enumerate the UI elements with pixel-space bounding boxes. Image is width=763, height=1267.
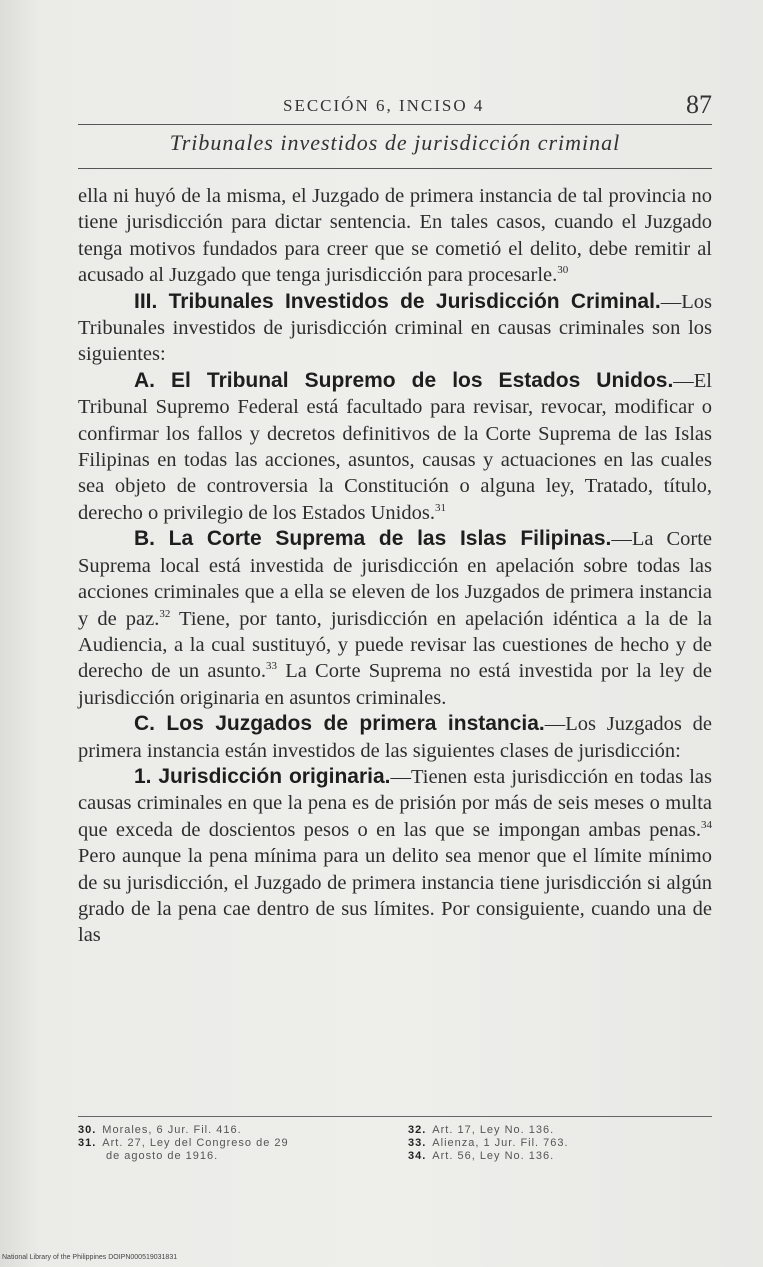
footnote-ref-34: 34: [701, 818, 712, 831]
footnote-ref-32: 32: [159, 607, 171, 620]
header-rule-top: [78, 124, 712, 125]
footnote-30: 30. Morales, 6 Jur. Fil. 416.: [78, 1124, 242, 1136]
section-b: B. La Corte Suprema de las Islas Filipinas.—La Corte Suprema local está investida de jurisdicción en apelación sobre todas las acciones criminales que a ella se eleven de los Juzgados de primera instancia y de paz.$^{32}$ Tiene, por tanto, jurisdicción en apelación idéntica a la de la Audiencia, a la cual sustituyó, y puede revisar las cuestiones de hecho y de derecho de un asunto.$^{33}$ La Corte Suprema no está investida por la ley de jurisdicción originaria en asuntos criminales.: [78, 527, 713, 709]
footnotes-left-column: [78, 1124, 378, 1163]
footnote-ref-31: 31: [434, 501, 446, 514]
chapter-subtitle: Tribunales investidos de jurisdicción criminal: [169, 130, 621, 155]
footnotes-right-column: [408, 1124, 708, 1163]
page-header: [78, 92, 712, 124]
footnote-31-continued: de agosto de 1916.: [106, 1150, 219, 1162]
footnote-34: 34. Art. 56, Ley No. 136.: [408, 1150, 555, 1162]
footnote-32: 32. Art. 17, Ley No. 136.: [408, 1124, 555, 1136]
footnote-31: 31. Art. 27, Ley del Congreso de 29: [78, 1137, 289, 1149]
footnote-ref-33: 33: [266, 660, 277, 673]
running-head: SECCIÓN 6, INCISO 4: [283, 96, 485, 115]
body-text: [78, 183, 712, 949]
section-a: A. El Tribunal Supremo de los Estados Unidos.—El Tribunal Supremo Federal está facultado para revisar, revocar, modificar o confirmar los fallos y decretos definitivos de la Corte Suprema de las Islas Filipinas en todas las acciones, asuntos, causas y actuaciones en las cuales sea objeto de controversia la Constitución o alguna ley, Tratado, título, derecho o privilegio de los Estados Unidos.$^{31}$: [78, 368, 712, 524]
page-number: 87: [686, 90, 712, 119]
section-heading-c: C. Los Juzgados de primera instancia.: [134, 712, 545, 736]
section-heading-a: A. El Tribunal Supremo de los Estados Unidos.: [134, 368, 674, 392]
library-stamp: National Library of the Philippines DOIPN000519031831: [2, 1254, 178, 1261]
section-c: C. Los Juzgados de primera instancia.—Los Juzgados de primera instancia están investidos de las siguientes clases de jurisdicción:: [78, 712, 712, 762]
section-heading-iii: III. Tribunales Investidos de Jurisdicción Criminal.: [134, 289, 661, 313]
header-rule-bottom: [78, 168, 712, 169]
footnote-rule: [78, 1116, 712, 1117]
section-c1: 1. Jurisdicción originaria.—Tienen esta jurisdicción en todas las causas criminales en que la pena es de prisión por más de seis meses o multa que exceda de doscientos pesos o en las que se impongan ambas penas.$^{34}$ Pero aunque la pena mínima para un delito sea menor que el límite mínimo de su jurisdicción, el Juzgado de primera instancia tiene jurisdicción si algún grado de la pena cae dentro de sus límites. Por consiguiente, cuando una de las: [78, 764, 712, 947]
footnote-33: 33. Alienza, 1 Jur. Fil. 763.: [408, 1137, 569, 1149]
section-heading-b: B. La Corte Suprema de las Islas Filipinas.: [134, 527, 612, 551]
paragraph-continuation: ella ni huyó de la misma, el Juzgado de primera instancia de tal provincia no tiene jurisdicción para dictar sentencia. En tales casos, cuando el Juzgado tenga motivos fundados para creer que se cometió el delito, debe remitir al acusado al Juzgado que tenga jurisdicción para procesarle.$^{30}$: [78, 185, 712, 287]
section-heading-c1: 1. Jurisdicción originaria.: [134, 764, 391, 788]
footnote-ref-30: 30: [557, 264, 569, 277]
section-iii: III. Tribunales Investidos de Jurisdicción Criminal.—Los Tribunales investidos de jurisdicción criminal en causas criminales son los siguientes:: [78, 289, 712, 366]
